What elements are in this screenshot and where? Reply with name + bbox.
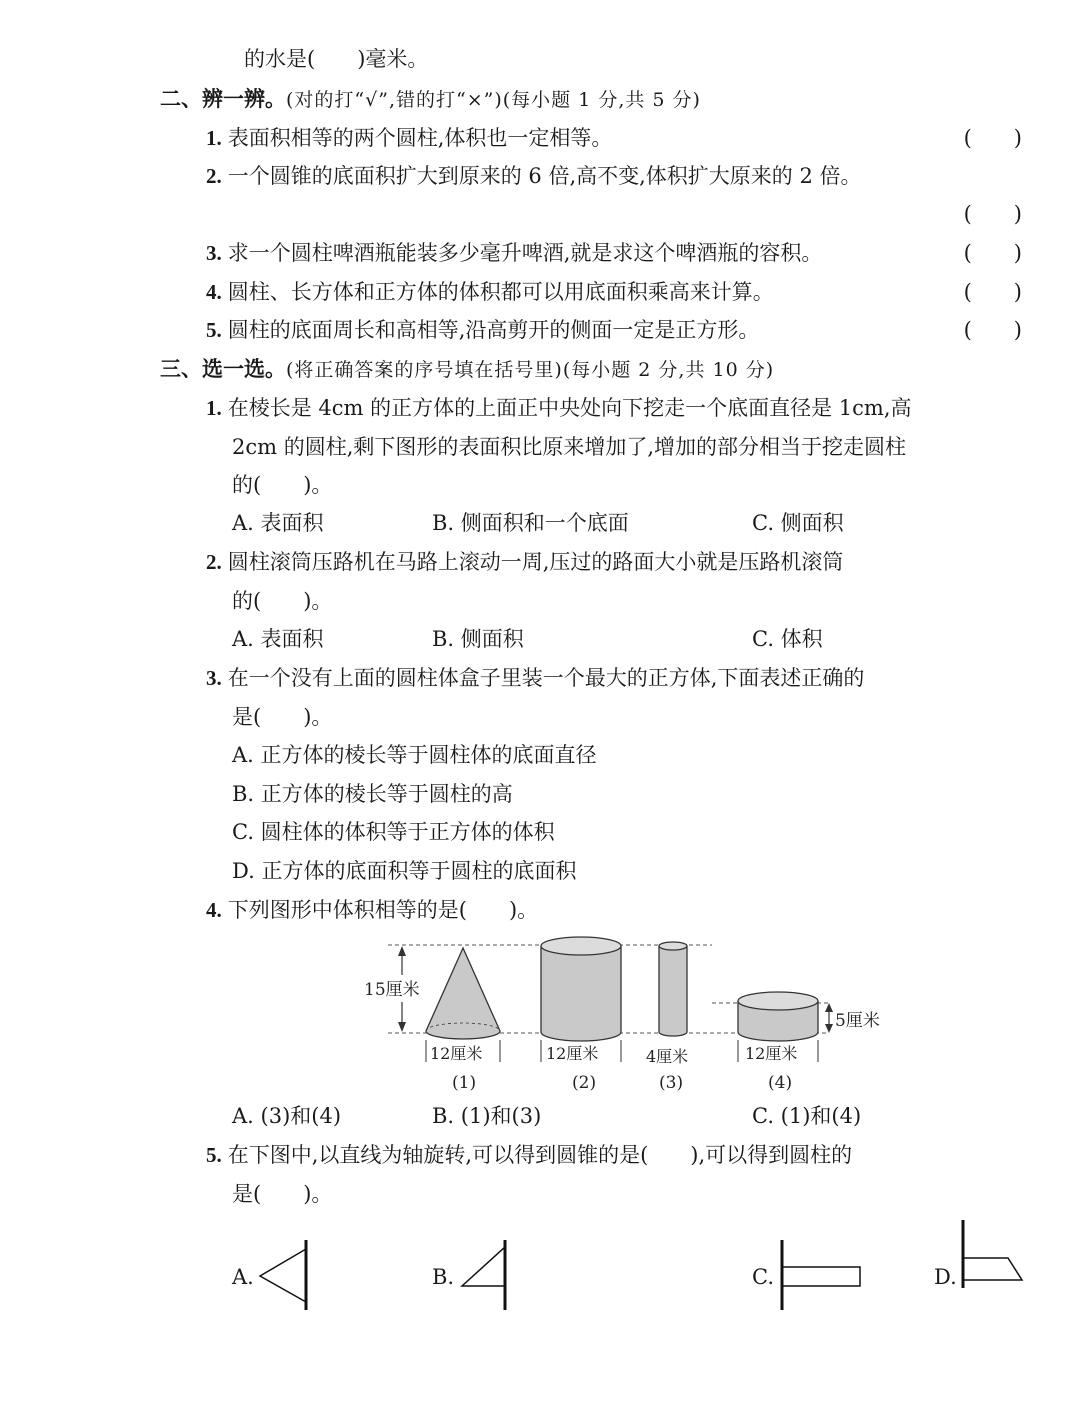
- short-cylinder-top: [738, 992, 818, 1010]
- item-text: 圆柱、长方体和正方体的体积都可以用底面积乘高来计算。: [227, 280, 774, 304]
- caption-2: (2): [572, 1073, 597, 1093]
- diameter-label-3: 4厘米: [646, 1047, 689, 1066]
- item-text: 一个圆锥的底面积扩大到原来的 6 倍,高不变,体积扩大原来的 2 倍。: [227, 164, 862, 188]
- item-number: 5.: [206, 318, 222, 342]
- q4-option-b[interactable]: B. (1)和(3): [432, 1104, 542, 1128]
- item-number: 4.: [206, 280, 222, 304]
- thin-cylinder-bottom: [659, 1032, 687, 1036]
- choice-q2-line2: 的( )。: [232, 589, 333, 613]
- arrow-head-up: [398, 946, 406, 956]
- answer-paren-5[interactable]: ( ): [963, 318, 1022, 342]
- q4-option-c[interactable]: C. (1)和(4): [752, 1104, 862, 1128]
- item-number: 3.: [206, 241, 222, 265]
- item-number: 3.: [206, 666, 222, 690]
- q5-option-a-label[interactable]: A.: [232, 1265, 254, 1289]
- item-text: 在一个没有上面的圆柱体盒子里装一个最大的正方体,下面表述正确的: [227, 666, 865, 690]
- caption-1: (1): [452, 1073, 477, 1093]
- big-cylinder-bottom: [541, 1032, 621, 1041]
- q2-option-c[interactable]: C. 体积: [752, 627, 823, 651]
- choice-q5-line1: [206, 1140, 852, 1170]
- answer-paren-4[interactable]: ( ): [963, 280, 1022, 304]
- item-number: 4.: [206, 898, 222, 922]
- q5-option-c-label[interactable]: C.: [752, 1265, 774, 1289]
- item-text: 在棱长是 4cm 的正方体的上面正中央处向下挖走一个底面直径是 1cm,高: [227, 396, 912, 420]
- item-number: 1.: [206, 126, 222, 150]
- item-text: 圆柱的底面周长和高相等,沿高剪开的侧面一定是正方形。: [227, 318, 760, 342]
- q1-option-a[interactable]: A. 表面积: [232, 511, 324, 535]
- item-text: 表面积相等的两个圆柱,体积也一定相等。: [227, 126, 613, 150]
- choice-q3-line2: 是( )。: [232, 705, 333, 729]
- q2-option-a[interactable]: A. 表面积: [232, 627, 324, 651]
- thin-cylinder-body: [659, 946, 687, 1032]
- q2-option-b[interactable]: B. 侧面积: [432, 627, 524, 651]
- answer-paren-1[interactable]: ( ): [963, 126, 1022, 150]
- answer-paren-3[interactable]: ( ): [963, 241, 1022, 265]
- arrow-head-down: [398, 1022, 406, 1032]
- diameter-label-2: 12厘米: [546, 1044, 599, 1063]
- answer-paren-2[interactable]: ( ): [963, 202, 1022, 226]
- q1-option-b[interactable]: B. 侧面积和一个底面: [432, 511, 629, 535]
- item-number: 1.: [206, 396, 222, 420]
- thin-cylinder-top: [659, 942, 687, 950]
- q3-option-d[interactable]: D. 正方体的底面积等于圆柱的底面积: [232, 859, 577, 883]
- section2-title: 二、辨一辨。: [160, 86, 286, 111]
- choice-q1-line2: 2cm 的圆柱,剩下图形的表面积比原来增加了,增加的部分相当于挖走圆柱: [232, 435, 907, 459]
- diameter-label-1: 12厘米: [430, 1044, 483, 1063]
- section3-note: (将正确答案的序号填在括号里)(每小题 2 分,共 10 分): [286, 359, 775, 381]
- big-cylinder-body: [541, 946, 621, 1032]
- item-number: 2.: [206, 164, 222, 188]
- q5-option-d-label[interactable]: D.: [934, 1265, 957, 1289]
- q5-option-b-label[interactable]: B.: [432, 1265, 455, 1289]
- q1-option-c[interactable]: C. 侧面积: [752, 511, 844, 535]
- big-cylinder-top: [541, 937, 621, 955]
- item-number: 2.: [206, 550, 222, 574]
- choice-q5-line2: 是( )。: [232, 1182, 333, 1206]
- section2-note: (对的打“√”,错的打“×”)(每小题 1 分,共 5 分): [286, 89, 701, 111]
- item-text: 求一个圆柱啤酒瓶能装多少毫升啤酒,就是求这个啤酒瓶的容积。: [227, 241, 823, 265]
- caption-3: (3): [659, 1073, 684, 1093]
- short-cylinder-bottom: [738, 1032, 818, 1041]
- continued-line: 的水是( )毫米。: [244, 47, 429, 71]
- item-text: 在下图中,以直线为轴旋转,可以得到圆锥的是( ),可以得到圆柱的: [227, 1143, 853, 1167]
- item-number: 5.: [206, 1143, 222, 1167]
- q3-option-a[interactable]: A. 正方体的棱长等于圆柱体的底面直径: [232, 743, 597, 767]
- q3-option-c[interactable]: C. 圆柱体的体积等于正方体的体积: [232, 820, 555, 844]
- height-label: 15厘米: [364, 980, 420, 1000]
- short-height-label: 5厘米: [835, 1011, 880, 1031]
- choice-q1-line3: 的( )。: [232, 473, 333, 497]
- item-text: 下列图形中体积相等的是( )。: [227, 898, 539, 922]
- caption-4: (4): [768, 1073, 793, 1093]
- q3-option-b[interactable]: B. 正方体的棱长等于圆柱的高: [232, 782, 513, 806]
- diameter-label-4: 12厘米: [745, 1044, 798, 1063]
- section3-title: 三、选一选。: [160, 356, 286, 381]
- item-text: 圆柱滚筒压路机在马路上滚动一周,压过的路面大小就是压路机滚筒: [227, 550, 844, 574]
- q4-option-a[interactable]: A. (3)和(4): [232, 1104, 342, 1128]
